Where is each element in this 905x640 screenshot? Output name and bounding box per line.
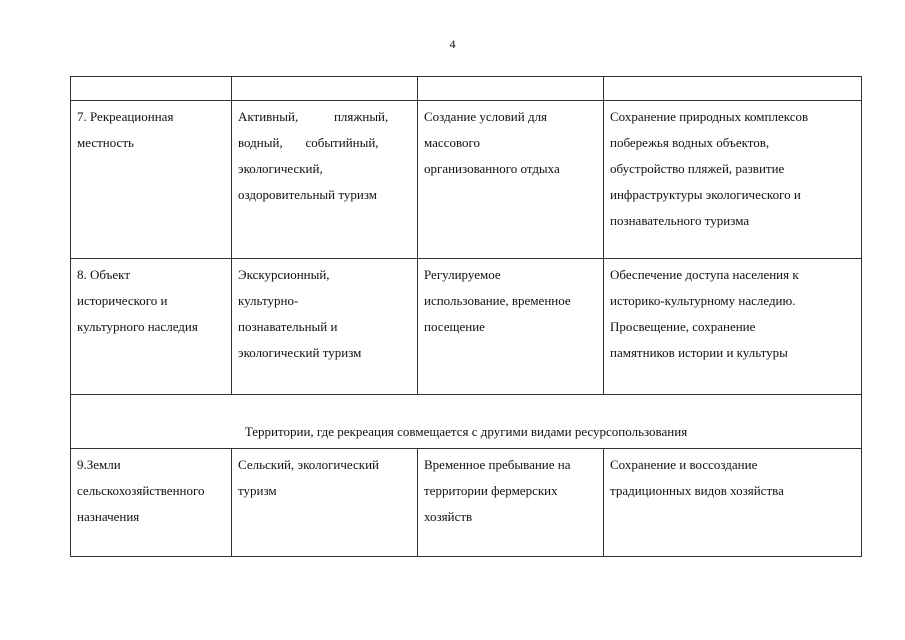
cell-text-line: Экскурсионный,	[238, 267, 330, 282]
table-cell-territory	[71, 449, 232, 557]
cell-text-line: Временное пребывание на	[424, 457, 571, 472]
table-cell-territory	[71, 259, 232, 395]
cell-text-line: территории фермерских	[424, 483, 558, 498]
table-cell-territory	[71, 101, 232, 259]
cell-text-line: Сохранение и воссоздание	[610, 457, 758, 472]
cell-text-line: экологический,	[238, 161, 323, 176]
table-row	[71, 259, 862, 395]
cell-text-line: массового	[424, 135, 481, 150]
cell-text-line: культурно-	[238, 293, 299, 308]
cell-text-line: водный, событийный,	[238, 135, 379, 150]
cell-text-line: Сохранение природных комплексов	[610, 109, 809, 124]
cell-text-line: Обеспечение доступа населения к	[610, 267, 799, 282]
cell-text-line: использование, временное	[424, 293, 571, 308]
cell-text-line: Активный, пляжный,	[238, 109, 389, 124]
cell-text-line: познавательный и	[238, 319, 338, 334]
cell-text-line: 9.Земли	[77, 457, 121, 472]
cell-text-line: обустройство пляжей, развитие	[610, 161, 785, 176]
cell-text-line: 8. Объект	[77, 267, 130, 282]
table-cell-usage-mode	[418, 259, 604, 395]
table-cell	[418, 77, 604, 101]
cell-text-line: хозяйств	[424, 509, 473, 524]
cell-text-line: познавательного туризма	[610, 213, 750, 228]
table-cell-tourism-types	[232, 449, 418, 557]
page-number: 4	[449, 37, 456, 51]
cell-text-line: туризм	[238, 483, 277, 498]
table-row	[71, 101, 862, 259]
table-cell	[232, 77, 418, 101]
cell-text-line: историко-культурному наследию.	[610, 293, 796, 308]
cell-text-line: Просвещение, сохранение	[610, 319, 756, 334]
table-cell	[71, 77, 232, 101]
cell-text-line: инфраструктуры экологического и	[610, 187, 801, 202]
table-section-row	[71, 395, 862, 449]
cell-text-line: культурного наследия	[77, 319, 198, 334]
section-title: Территории, где рекреация совмещается с другими видами ресурсопользования	[71, 395, 862, 449]
table-cell-usage-mode	[418, 449, 604, 557]
cell-text-line: Создание условий для	[424, 109, 548, 124]
cell-text-line: посещение	[424, 319, 485, 334]
cell-text-line: сельскохозяйственного	[77, 483, 205, 498]
cell-text-line: организованного отдыха	[424, 161, 560, 176]
table-cell-tourism-types	[232, 101, 418, 259]
table-row-empty	[71, 77, 862, 101]
cell-text-line: экологический туризм	[238, 345, 362, 360]
table-cell-goals	[604, 259, 862, 395]
table-cell-goals	[604, 101, 862, 259]
cell-text-line: оздоровительный туризм	[238, 187, 378, 202]
cell-text-line: Регулируемое	[424, 267, 501, 282]
table-row	[71, 449, 862, 557]
cell-text-line: побережья водных объектов,	[610, 135, 770, 150]
cell-text-line: 7. Рекреационная	[77, 109, 174, 124]
table-cell	[604, 77, 862, 101]
table-cell-tourism-types	[232, 259, 418, 395]
cell-text-line: памятников истории и культуры	[610, 345, 788, 360]
cell-text-line: исторического и	[77, 293, 168, 308]
cell-text-line: традиционных видов хозяйства	[610, 483, 784, 498]
table-cell-usage-mode	[418, 101, 604, 259]
table-cell-goals	[604, 449, 862, 557]
cell-text-line: назначения	[77, 509, 140, 524]
cell-text-line: Сельский, экологический	[238, 457, 379, 472]
resource-table	[70, 76, 862, 557]
cell-text-line: местность	[77, 135, 134, 150]
